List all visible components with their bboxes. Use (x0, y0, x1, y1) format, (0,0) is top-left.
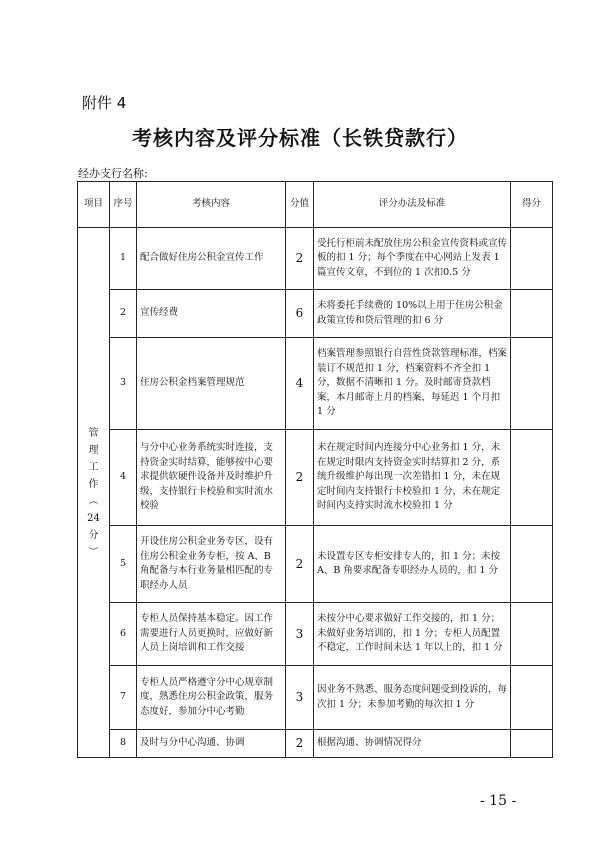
row-seq: 2 (110, 290, 137, 338)
row-seq: 4 (110, 430, 137, 526)
row-method: 因业务不熟悉、服务态度问题受到投诉的，每次扣 1 分；未参加考勤的每次扣 1 分 (314, 666, 511, 730)
row-result (511, 666, 553, 730)
row-seq: 5 (110, 526, 137, 603)
header-seq: 序号 (110, 182, 137, 228)
row-result (511, 526, 553, 603)
table-row (78, 338, 553, 430)
row-result (511, 430, 553, 526)
row-seq: 7 (110, 666, 137, 730)
row-content: 及时与分中心沟通、协调 (137, 730, 286, 758)
row-method: 受托行柜前未配放住房公积金宣传资料或宣传板的扣 1 分；每个季度在中心网站上发表 1 篇宣传文章，不到位的 1 次扣0.5 分 (314, 228, 511, 290)
row-content: 配合做好住房公积金宣传工作 (137, 228, 286, 290)
row-seq: 3 (110, 338, 137, 430)
row-seq: 1 (110, 228, 137, 290)
scoring-table (77, 181, 553, 758)
table-row (78, 228, 553, 290)
row-content: 住房公积金档案管理规范 (137, 338, 286, 430)
row-score: 2 (286, 430, 314, 526)
table-row (78, 430, 553, 526)
table-row (78, 603, 553, 666)
row-result (511, 603, 553, 666)
row-method: 根据沟通、协调情况得分 (314, 730, 511, 758)
row-score: 4 (286, 338, 314, 430)
row-score: 3 (286, 603, 314, 666)
row-result (511, 228, 553, 290)
page-number: - 15 - (480, 793, 517, 809)
row-result (511, 338, 553, 430)
table-row (78, 290, 553, 338)
header-method: 评分办法及标准 (314, 182, 511, 228)
header-score: 分值 (286, 182, 314, 228)
table-row (78, 666, 553, 730)
attachment-label: 附件 4 (82, 94, 127, 112)
row-method: 未按分中心要求做好工作交接的，扣 1 分；未做好业务培训的，扣 1 分；专柜人员配置不稳定，工作时间未达 1 年以上的，扣 1 分 (314, 603, 511, 666)
row-result (511, 730, 553, 758)
page-title: 考核内容及评分标准（长铁贷款行） (132, 126, 468, 150)
row-content: 专柜人员严格遵守分中心规章制度，熟悉住房公积金政策，服务态度好，参加分中心考勤 (137, 666, 286, 730)
branch-name-label: 经办支行名称: (78, 167, 148, 180)
row-content: 专柜人员保持基本稳定。因工作需要进行人员更换时，应做好新人员上岗培训和工作交接 (137, 603, 286, 666)
table-row (78, 730, 553, 758)
row-seq: 8 (110, 730, 137, 758)
row-score: 2 (286, 228, 314, 290)
row-score: 6 (286, 290, 314, 338)
row-content: 与分中心业务系统实时连接，支持资金实时结算，能够按中心要求提供软硬件设备并及时维护升级，支持银行卡校验和实时流水校验 (137, 430, 286, 526)
table-header-row (78, 182, 553, 228)
header-result: 得分 (511, 182, 553, 228)
row-content: 开设住房公积金业务专区，设有住房公积金业务专柜，按 A、B 角配备与本行业务量相匹配的专职经办人员 (137, 526, 286, 603)
row-score: 2 (286, 526, 314, 603)
header-category: 项目 (78, 182, 110, 228)
row-score: 3 (286, 666, 314, 730)
row-seq: 6 (110, 603, 137, 666)
category-label: 管 理 工 作 ︵ 24 分 ︶ (87, 427, 100, 558)
row-result (511, 290, 553, 338)
row-content: 宣传经费 (137, 290, 286, 338)
header-content: 考核内容 (137, 182, 286, 228)
row-score: 2 (286, 730, 314, 758)
row-method: 未在规定时间内连接分中心业务扣 1 分，未在规定时限内支持资金实时结算扣 2 分，系统升级维护每出现一次差错扣 1 分，未在规定时间内支持银行卡校验扣 1 分，未在规定时间内支持实时流水校验扣 1 分 (314, 430, 511, 526)
row-method: 未设置专区专柜安排专人的，扣 1 分；未按 A、B 角要求配备专职经办人员的，扣 1 分 (314, 526, 511, 603)
table-row (78, 526, 553, 603)
row-method: 档案管理参照银行自营性贷款管理标准，档案装订不规范扣 1 分，档案资料不齐全扣 1 分，数据不清晰扣 1 分。及时邮寄贷款档案，本月邮寄上月的档案，每延迟 1 个月扣 1 分 (314, 338, 511, 430)
category-cell (78, 228, 110, 758)
row-method: 未将委托手续费的 10%以上用于住房公积金政策宣传和贷后管理的扣 6 分 (314, 290, 511, 338)
